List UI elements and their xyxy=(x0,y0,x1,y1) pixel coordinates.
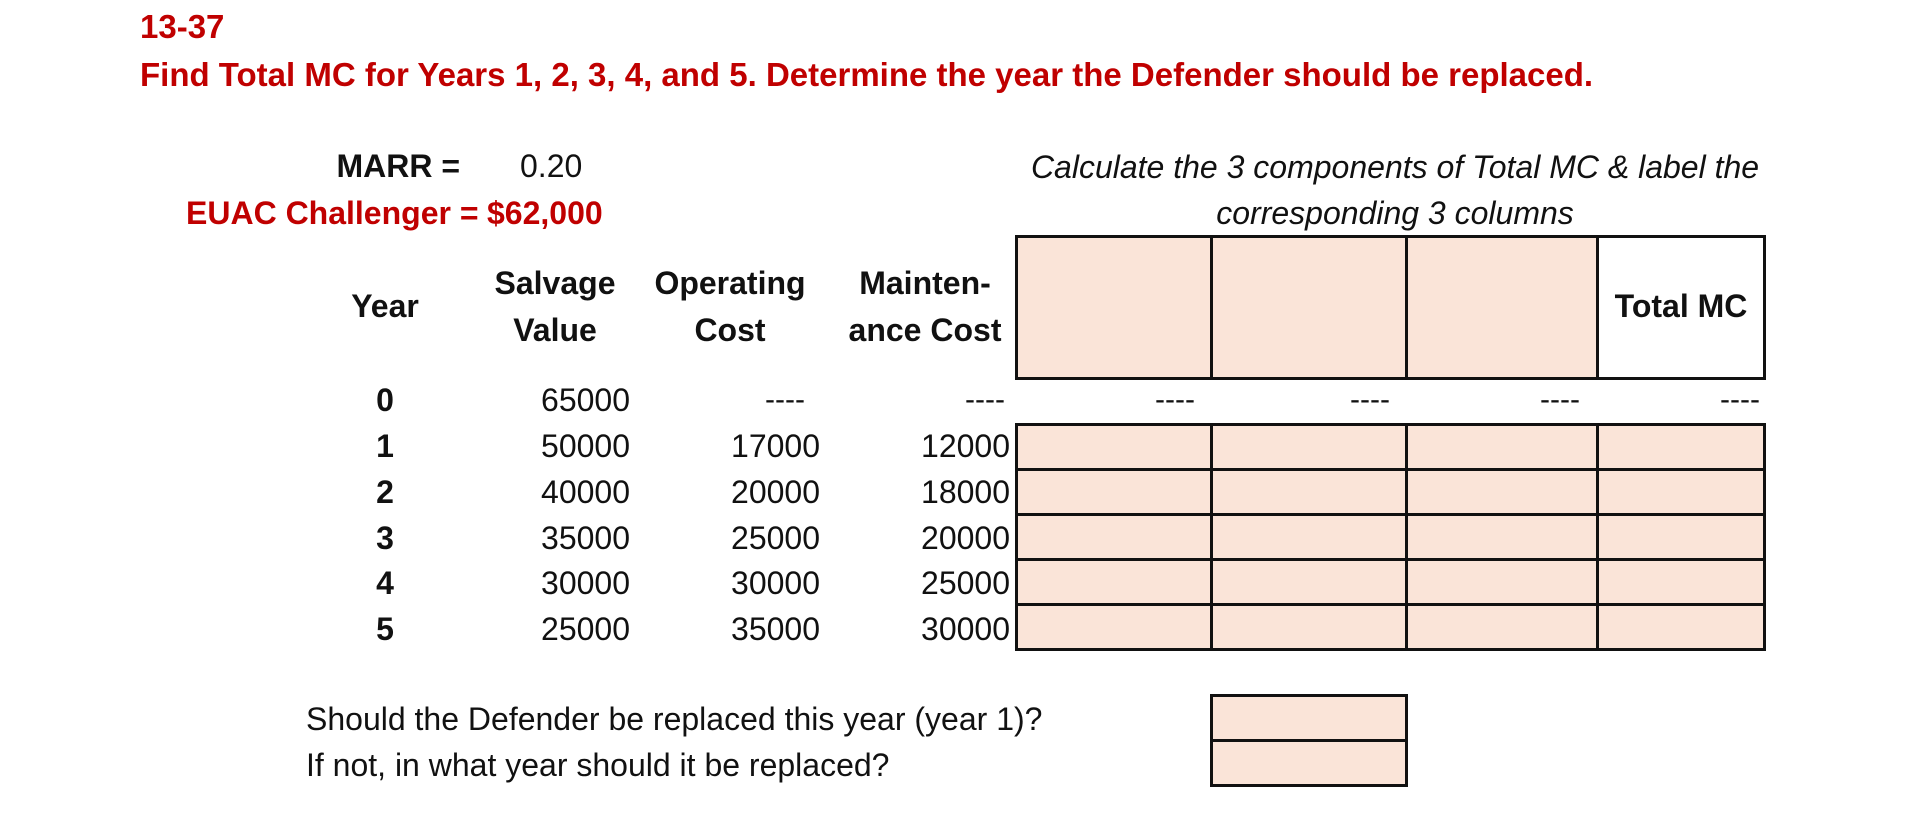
operating-cell: 20000 xyxy=(731,474,820,510)
answer-replacement-year[interactable] xyxy=(1210,739,1408,787)
header-maintenance-cost: Mainten- ance Cost xyxy=(848,265,1002,348)
question-replace-year-1: Should the Defender be replaced this year (year 1)? xyxy=(306,701,1043,737)
maintenance-cell: 20000 xyxy=(921,520,1010,556)
problem-number: 13-37 xyxy=(140,8,225,45)
year-cell: 1 xyxy=(376,428,394,464)
year-cell: 3 xyxy=(376,520,394,556)
answer-cell-r2-c1[interactable] xyxy=(1015,468,1213,516)
maintenance-cell: 25000 xyxy=(921,565,1010,601)
answer-cell-r5-c2[interactable] xyxy=(1210,603,1408,651)
answer-cell-r3-c2[interactable] xyxy=(1210,513,1408,561)
instruction-text: Find Total MC for Years 1, 2, 3, 4, and 5. Determine the year the Defender should be replaced. xyxy=(140,56,1594,93)
question-replacement-year: If not, in what year should it be replaced? xyxy=(306,747,890,783)
component-3-label-cell[interactable] xyxy=(1405,235,1599,380)
dash-placeholder: ---- xyxy=(1155,383,1195,416)
answer-cell-r1-c1[interactable] xyxy=(1015,423,1213,471)
marr-value: 0.20 xyxy=(520,148,583,184)
answer-cell-r4-c1[interactable] xyxy=(1015,558,1213,606)
maintenance-cell: ---- xyxy=(965,383,1005,416)
answer-cell-r4-total[interactable] xyxy=(1596,558,1766,606)
answer-cell-r3-total[interactable] xyxy=(1596,513,1766,561)
header-salvage-value: Salvage Value xyxy=(494,265,616,348)
dash-placeholder: ---- xyxy=(1720,383,1760,416)
salvage-cell: 25000 xyxy=(541,611,630,647)
answer-replace-year-1[interactable] xyxy=(1210,694,1408,742)
dash-placeholder: ---- xyxy=(1350,383,1390,416)
answer-cell-r5-total[interactable] xyxy=(1596,603,1766,651)
header-year: Year xyxy=(351,288,419,324)
answer-cell-r4-c2[interactable] xyxy=(1210,558,1408,606)
operating-cell: 30000 xyxy=(731,565,820,601)
salvage-cell: 50000 xyxy=(541,428,630,464)
answer-cell-r1-c3[interactable] xyxy=(1405,423,1599,471)
operating-cell: 25000 xyxy=(731,520,820,556)
maintenance-cell: 12000 xyxy=(921,428,1010,464)
marr-label: MARR = xyxy=(336,148,460,184)
answer-cell-r4-c3[interactable] xyxy=(1405,558,1599,606)
answer-cell-r2-c3[interactable] xyxy=(1405,468,1599,516)
maintenance-cell: 18000 xyxy=(921,474,1010,510)
euac-challenger-value: $62,000 xyxy=(487,195,603,231)
answer-cell-r2-c2[interactable] xyxy=(1210,468,1408,516)
salvage-cell: 40000 xyxy=(541,474,630,510)
salvage-cell: 65000 xyxy=(541,382,630,418)
component-2-label-cell[interactable] xyxy=(1210,235,1408,380)
year-cell: 0 xyxy=(376,382,394,418)
year-cell: 2 xyxy=(376,474,394,510)
instruction-note: Calculate the 3 components of Total MC & label the corresponding 3 columns xyxy=(1030,149,1760,231)
answer-cell-r5-c1[interactable] xyxy=(1015,603,1213,651)
euac-challenger-label: EUAC Challenger = xyxy=(186,195,479,231)
salvage-cell: 30000 xyxy=(541,565,630,601)
operating-cell: ---- xyxy=(765,383,805,416)
answer-cell-r5-c3[interactable] xyxy=(1405,603,1599,651)
answer-cell-r1-total[interactable] xyxy=(1596,423,1766,471)
year-cell: 4 xyxy=(376,565,394,601)
answer-cell-r3-c1[interactable] xyxy=(1015,513,1213,561)
dash-placeholder: ---- xyxy=(1540,383,1580,416)
header-operating-cost: Operating Cost xyxy=(654,265,806,348)
maintenance-cell: 30000 xyxy=(921,611,1010,647)
header-total-mc: Total MC xyxy=(1614,288,1748,324)
salvage-cell: 35000 xyxy=(541,520,630,556)
operating-cell: 17000 xyxy=(731,428,820,464)
answer-cell-r1-c2[interactable] xyxy=(1210,423,1408,471)
component-1-label-cell[interactable] xyxy=(1015,235,1213,380)
answer-cell-r3-c3[interactable] xyxy=(1405,513,1599,561)
year-cell: 5 xyxy=(376,611,394,647)
operating-cell: 35000 xyxy=(731,611,820,647)
answer-cell-r2-total[interactable] xyxy=(1596,468,1766,516)
